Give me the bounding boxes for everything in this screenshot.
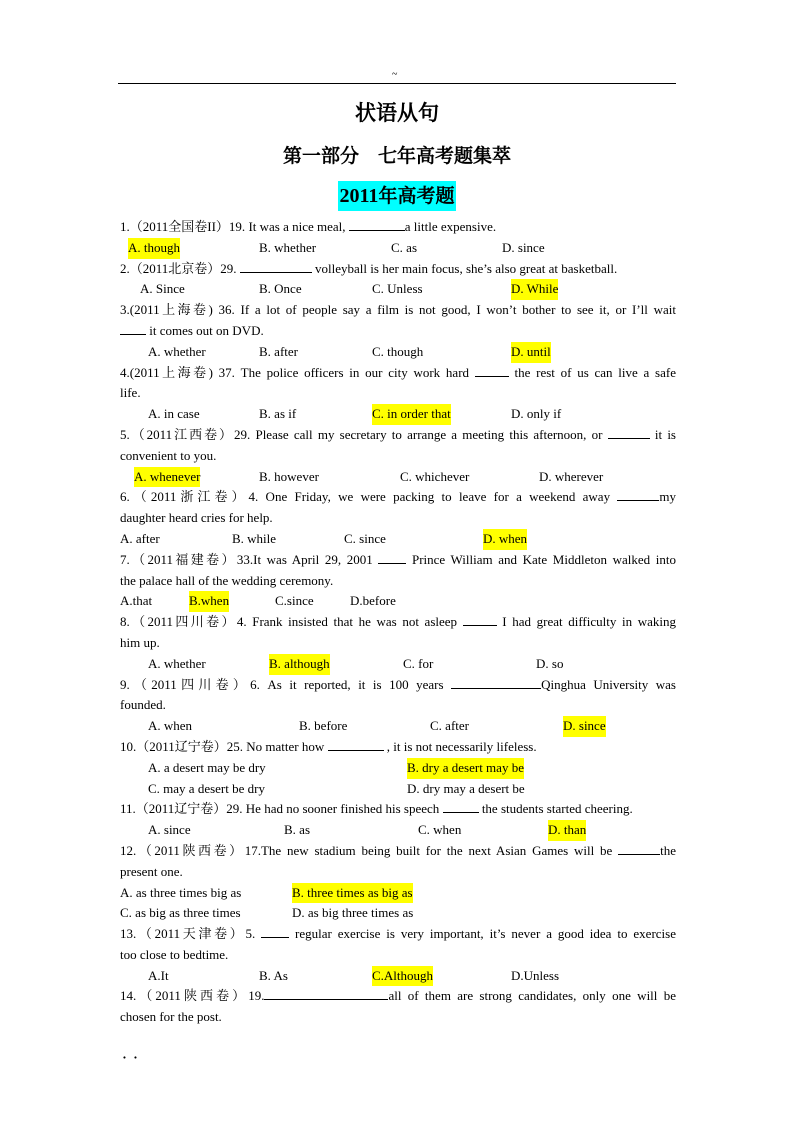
answer-blank: [261, 924, 289, 938]
option-row: [120, 342, 676, 363]
question-text: volleyball is her main focus, she’s also great at basketball.: [311, 260, 618, 276]
question-text: my: [659, 489, 676, 505]
option: C. for: [403, 655, 434, 671]
question-text: It was a nice meal,: [245, 219, 349, 234]
question-stem-continued: [120, 508, 676, 529]
option: B. as: [284, 822, 310, 838]
question-item: [120, 986, 676, 1028]
question-text: I had great difficulty in waking: [496, 614, 676, 630]
question-stem: [120, 737, 676, 758]
question-stem: [120, 612, 676, 633]
question-source: 13.（2011天津卷）5.: [120, 926, 256, 942]
option-correct: B. dry a desert may be: [407, 758, 524, 779]
section-heading-wrap: [0, 181, 794, 211]
option: B. before: [299, 718, 348, 734]
option: C. whichever: [400, 468, 470, 484]
option: C. Unless: [372, 281, 423, 297]
option: D. so: [536, 655, 564, 671]
question-text: The police officers in our city work hard: [234, 364, 475, 380]
question-text: life.: [120, 385, 141, 401]
question-text: One Friday, we were packing to leave for a weekend away: [258, 489, 618, 505]
question-source: 12.（2011陕西卷）17.: [120, 842, 261, 858]
question-text: Frank insisted that he was not asleep: [246, 614, 463, 630]
question-text: him up.: [120, 634, 160, 650]
question-text: It was April 29, 2001: [253, 551, 379, 567]
section-heading: [338, 181, 457, 211]
page-title: 状语从句: [355, 101, 439, 125]
option: B. whether: [259, 239, 317, 255]
answer-blank: [328, 737, 384, 751]
question-text: The new stadium being built for the next Asian Games will be: [260, 842, 619, 858]
question-text: , it is not necessarily lifeless.: [383, 738, 537, 754]
question-item: [120, 487, 676, 549]
question-source: 8.（2011四川卷）4.: [120, 614, 247, 630]
answer-blank: [443, 799, 479, 813]
option: A. after: [120, 530, 160, 546]
option: D. dry may a desert be: [407, 780, 525, 796]
option-correct: B. although: [269, 654, 330, 675]
question-stem-continued: [120, 321, 676, 342]
option: D. wherever: [539, 468, 604, 484]
answer-blank: [349, 217, 405, 231]
option: A. when: [148, 718, 193, 734]
option-row: [120, 903, 676, 924]
option: A.It: [148, 967, 169, 983]
answer-blank: [618, 841, 660, 855]
option-correct: C.Although: [372, 966, 433, 987]
question-stem-continued: [120, 571, 676, 592]
header-rule: [118, 83, 676, 84]
answer-blank: [264, 986, 388, 1000]
question-item: [120, 675, 676, 737]
question-text: He had no sooner finished his speech: [242, 801, 443, 817]
option-row: [120, 529, 676, 550]
question-stem-continued: [120, 945, 676, 966]
option: C. after: [430, 718, 469, 734]
option: B. as if: [259, 406, 297, 422]
question-item: [120, 363, 676, 425]
question-stem-continued: [120, 862, 676, 883]
footer-dots: ．．: [122, 1045, 153, 1062]
answer-blank: [608, 425, 650, 439]
option-row: [120, 467, 676, 488]
section-label: 年高考题: [378, 185, 455, 207]
option-row: [120, 591, 676, 612]
question-item: [120, 924, 676, 986]
question-source: 10.（2011辽宁卷）25.: [120, 738, 244, 754]
question-item: [120, 550, 676, 612]
answer-blank: [451, 675, 541, 689]
answer-blank: [378, 550, 406, 564]
option: C. as: [391, 239, 417, 255]
option-row: [120, 758, 676, 779]
question-source: 7.（2011福建卷）33.: [120, 551, 254, 567]
question-stem: [120, 259, 676, 280]
option: B. however: [259, 468, 319, 484]
question-text: the: [660, 842, 676, 858]
question-text: all of them are strong candidates, only one will be: [388, 988, 676, 1004]
question-text: too close to bedtime.: [120, 946, 229, 962]
option: D. only if: [511, 406, 562, 422]
question-text: a little expensive.: [404, 219, 497, 234]
question-stem: [120, 425, 676, 446]
question-text: convenient to you.: [120, 447, 217, 463]
option: A. whether: [148, 343, 206, 359]
option-row: [120, 966, 676, 987]
option-row: [120, 238, 676, 259]
question-text: regular exercise is very important, it’s never a good idea to exercise: [289, 926, 676, 942]
option: A. whether: [148, 655, 206, 671]
option-row: [120, 779, 676, 800]
option: A. as three times big as: [120, 884, 242, 900]
option: D.Unless: [511, 967, 560, 983]
question-item: [120, 799, 676, 841]
option-correct: D. While: [511, 279, 558, 300]
option-correct: B. three times as big as: [292, 883, 413, 904]
option: C. when: [418, 822, 462, 838]
option-correct: D. until: [511, 342, 551, 363]
option: C. as big as three times: [120, 905, 241, 921]
option-correct: D. since: [563, 716, 606, 737]
question-text: the students started cheering.: [478, 801, 633, 817]
option: B. while: [232, 530, 277, 546]
answer-blank: [120, 321, 146, 335]
option: A. a desert may be dry: [148, 759, 266, 775]
option: B. Once: [259, 281, 302, 297]
option: D. as big three times as: [292, 905, 414, 921]
question-stem: [120, 799, 676, 820]
option: C. since: [344, 530, 386, 546]
question-stem: [120, 675, 676, 696]
question-source: 11.（2011辽宁卷）29.: [120, 801, 243, 817]
question-text: the rest of us can live a safe: [508, 364, 676, 380]
answer-blank: [463, 612, 497, 626]
header-mark: ~: [392, 69, 398, 80]
question-item: [120, 612, 676, 674]
option: C. though: [372, 343, 424, 359]
question-source: 2.（2011北京卷）29.: [120, 260, 237, 276]
option-correct: A. whenever: [134, 467, 200, 488]
question-stem-continued: [120, 383, 676, 404]
option: D. since: [502, 239, 545, 255]
question-source: 14.（2011陕西卷）19.: [120, 988, 265, 1004]
option-row: [120, 883, 676, 904]
question-text: it is: [649, 426, 676, 442]
question-stem: [120, 841, 676, 862]
option: A.that: [120, 593, 153, 609]
question-source: 3.(2011上海卷) 36.: [120, 302, 235, 318]
question-item: [120, 425, 676, 487]
question-stem: [120, 487, 676, 508]
question-stem-continued: [120, 1007, 676, 1028]
question-stem: [120, 924, 676, 945]
option: A. in case: [148, 406, 200, 422]
question-text: present one.: [120, 863, 183, 879]
question-stem: [120, 217, 676, 238]
question-text: it comes out on DVD.: [146, 322, 264, 338]
option-row: [120, 820, 676, 841]
question-stem: [120, 300, 676, 321]
answer-blank: [475, 363, 509, 377]
question-text: chosen for the post.: [120, 1009, 222, 1025]
question-item: [120, 300, 676, 362]
question-source: 4.(2011上海卷) 37.: [120, 364, 235, 380]
question-item: [120, 259, 676, 301]
option: B. As: [259, 967, 288, 983]
question-item: [120, 737, 676, 799]
question-stem: [120, 550, 676, 571]
question-stem: [120, 986, 676, 1007]
question-stem-continued: [120, 446, 676, 467]
question-text: No matter how: [243, 738, 328, 754]
question-source: 9.（2011四川卷）6.: [120, 676, 260, 692]
option: C. may a desert be dry: [148, 780, 265, 796]
question-text: Please call my secretary to arrange a meeting this afternoon, or: [250, 426, 608, 442]
option-correct: D. than: [548, 820, 586, 841]
option: D.before: [350, 593, 396, 609]
question-stem-continued: [120, 633, 676, 654]
option: A. since: [148, 822, 191, 838]
question-source: 6.（2011浙江卷）4.: [120, 489, 259, 505]
option-correct: C. in order that: [372, 404, 451, 425]
answer-blank: [240, 259, 312, 273]
option: C.since: [275, 593, 314, 609]
question-item: [120, 217, 676, 259]
question-source: 1.（2011全国卷II）19.: [120, 219, 246, 234]
option-correct: A. though: [128, 238, 180, 259]
option-row: [120, 716, 676, 737]
question-stem: [120, 363, 676, 384]
question-text: the palace hall of the wedding ceremony.: [120, 572, 334, 588]
question-text: Qinghua University was: [541, 676, 676, 692]
question-text: founded.: [120, 697, 166, 713]
option: B. after: [259, 343, 298, 359]
question-list: [120, 217, 676, 1028]
page-subtitle: 第一部分 七年高考题集萃: [282, 145, 511, 167]
option-row: [120, 279, 676, 300]
question-source: 5.（2011江西卷）29.: [120, 426, 251, 442]
question-item: [120, 841, 676, 924]
question-text: If a lot of people say a film is not good, I won’t bother to see it, or I’ll wait: [234, 302, 676, 318]
question-stem-continued: [120, 695, 676, 716]
question-text: Prince William and Kate Middleton walked into: [406, 551, 676, 567]
option-correct: B.when: [189, 591, 229, 612]
question-text: As it reported, it is 100 years: [259, 676, 452, 692]
answer-blank: [617, 487, 659, 501]
option-row: [120, 654, 676, 675]
option-correct: D. when: [483, 529, 527, 550]
option: A. Since: [140, 281, 185, 297]
option-row: [120, 404, 676, 425]
section-year: 2011: [339, 185, 379, 207]
question-text: daughter heard cries for help.: [120, 510, 273, 526]
